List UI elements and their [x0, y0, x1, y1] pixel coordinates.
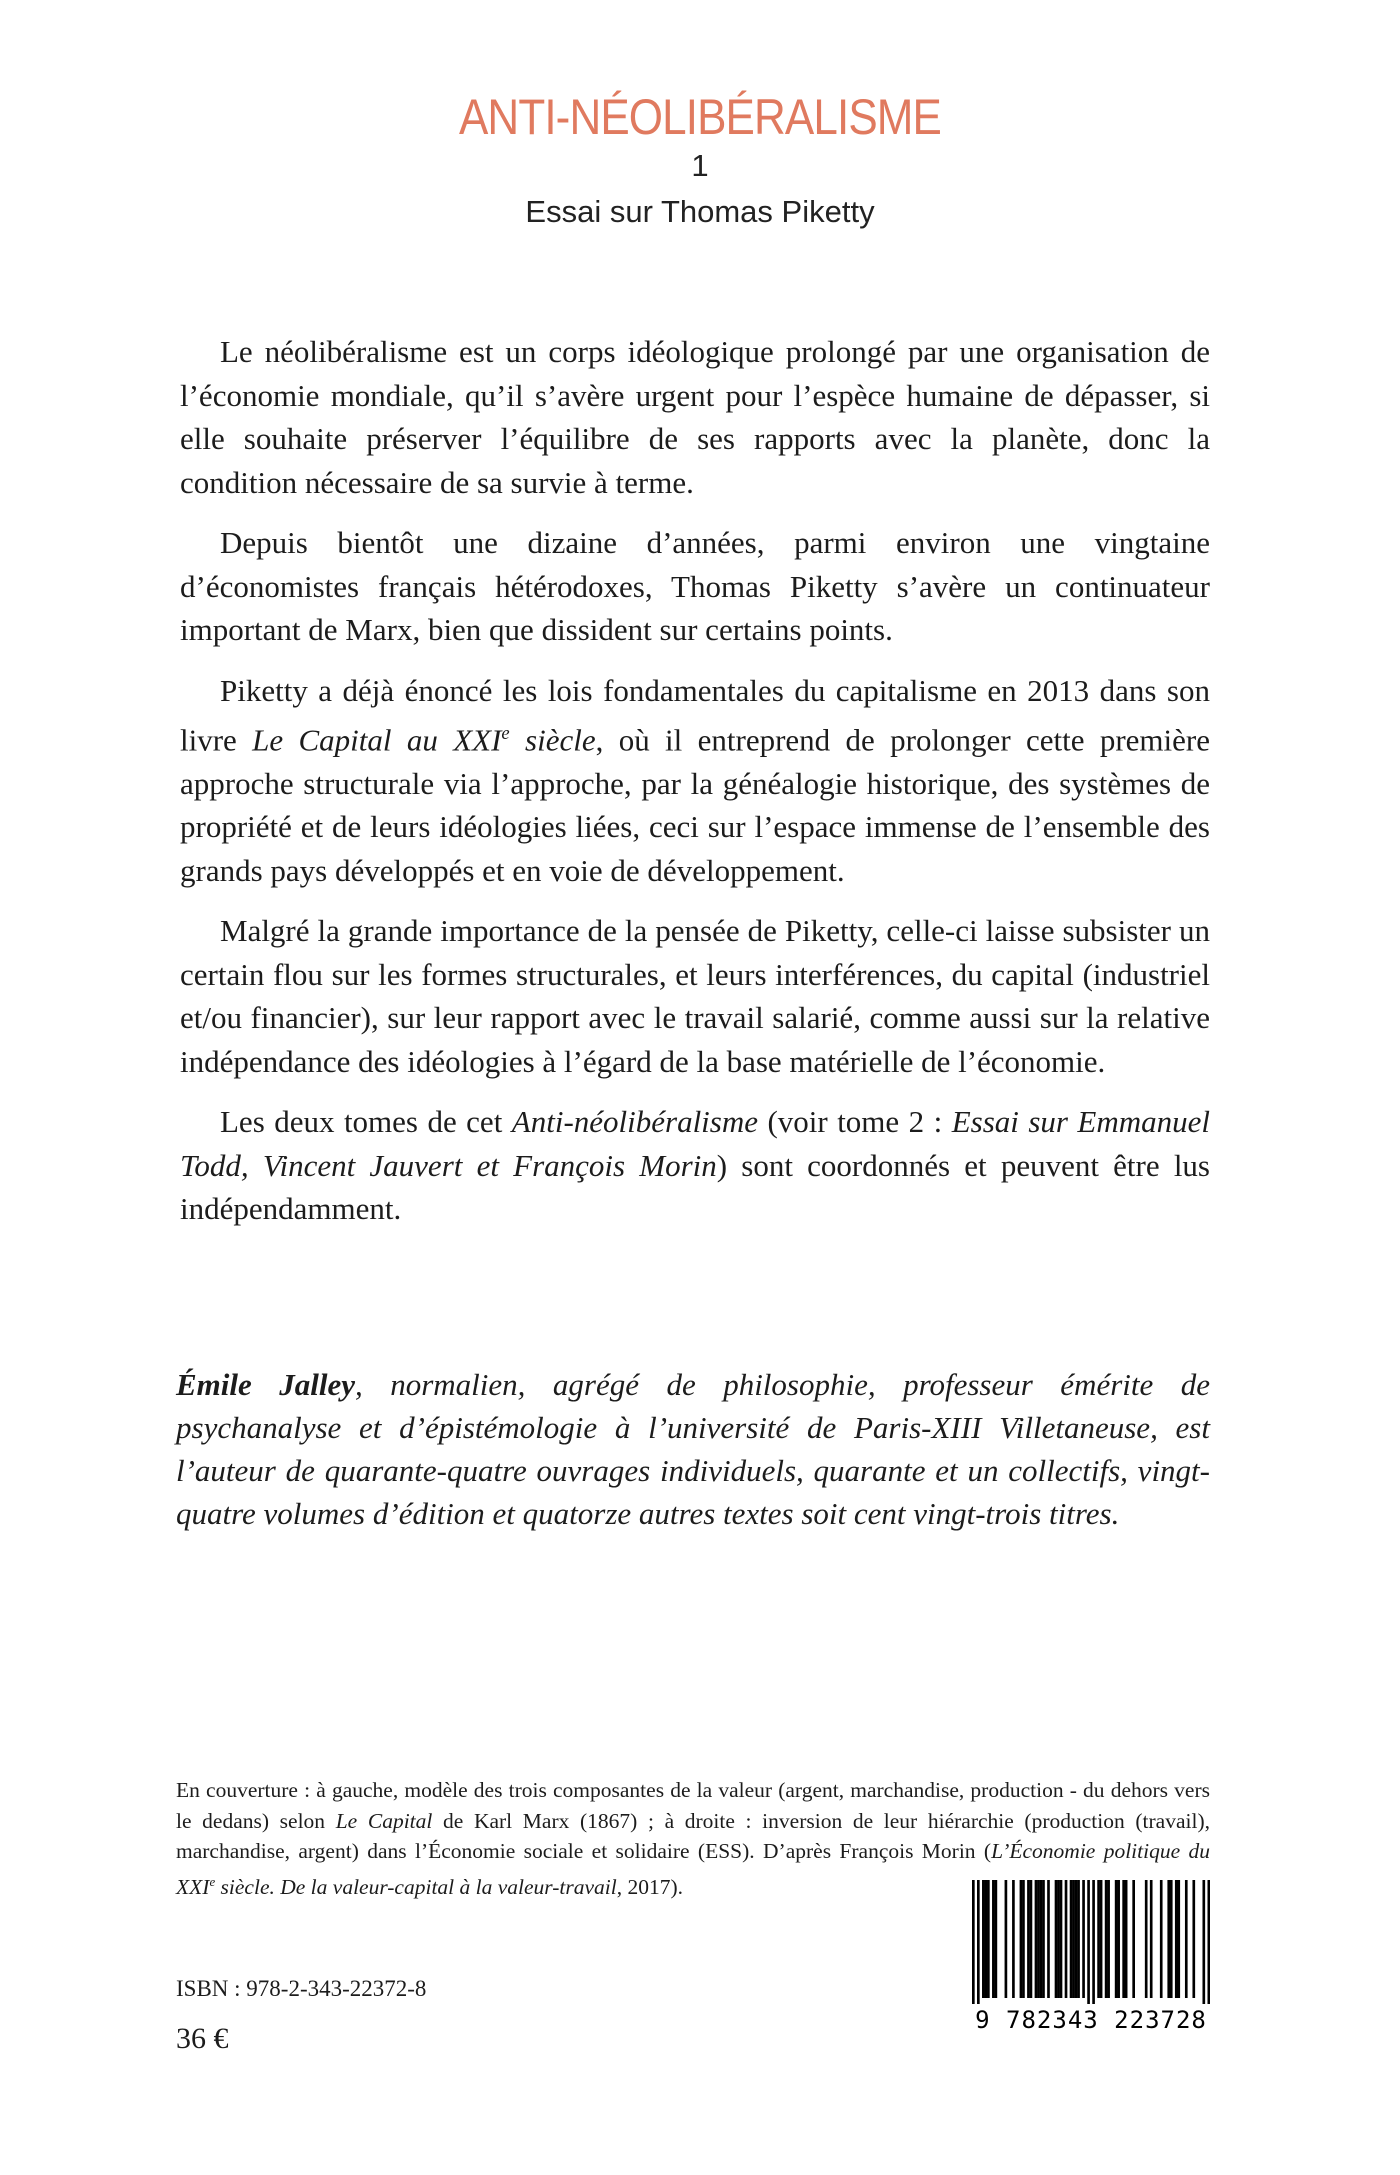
- barcode-bar: [1022, 1880, 1025, 1998]
- barcode-bar: [1082, 1880, 1085, 1998]
- author-name: Émile Jalley: [176, 1367, 355, 1402]
- blurb-paragraph: [180, 330, 1210, 504]
- barcode-bar: [1115, 1880, 1118, 1998]
- text-segment: En couverture : à gauche, modèle des trois composantes de la valeur (argent, marchandise, production - du dehors vers le dedans) selon: [176, 1778, 1210, 1833]
- barcode-bar: [987, 1880, 990, 1998]
- text-segment: L’Économie politique du XXI: [176, 1839, 1210, 1899]
- barcode-bar: [1167, 1880, 1170, 1998]
- author-bio-text: , normalien, agrégé de philosophie, professeur émérite de psychanalyse et d’épistémologie à l’université de Paris-XIII Villetaneuse, est l’auteur de quarante-quatre ouvrages individuels, quarante et un collectifs, vingt-quatre volumes d’édition et quatorze autres textes soit cent vingt-trois titres.: [176, 1367, 1210, 1531]
- barcode-bar: [1060, 1880, 1063, 1998]
- text-segment: Anti-néolibéralisme: [511, 1104, 759, 1140]
- barcode-bar: [1075, 1880, 1078, 1998]
- barcode-bar: [1132, 1880, 1135, 1998]
- barcode-bar: [1035, 1880, 1038, 1998]
- barcode-bar: [1047, 1880, 1050, 1998]
- barcode-bar: [1207, 1880, 1210, 2004]
- barcode-bar: [1040, 1880, 1043, 1998]
- blurb-paragraph: [180, 521, 1210, 652]
- barcode-bar: [1097, 1880, 1100, 1998]
- barcode-bar: [1175, 1880, 1178, 1998]
- barcode-bar: [1150, 1880, 1153, 1998]
- text-segment: Essai sur Emmanuel Todd, Vincent Jauvert et François Morin: [180, 1104, 1210, 1183]
- barcode-bar: [977, 1880, 980, 2004]
- barcode-bar: [1055, 1880, 1058, 1998]
- text-segment: Les deux tomes de cet: [220, 1104, 512, 1140]
- author-bio-paragraph: [176, 1363, 1210, 1535]
- barcode-bar: [1100, 1880, 1103, 1998]
- barcode-bar: [1185, 1880, 1188, 1998]
- book-subtitle: Essai sur Thomas Piketty: [525, 194, 875, 229]
- barcode-bar: [1027, 1880, 1030, 1998]
- barcode-bar: [1177, 1880, 1180, 1998]
- text-segment: Le Capital: [335, 1808, 433, 1833]
- barcode-bar: [1125, 1880, 1128, 1998]
- barcode-bar: [1012, 1880, 1015, 1998]
- barcode-bar: [982, 1880, 985, 1998]
- barcode-bar: [1117, 1880, 1120, 1998]
- barcode-bar: [1077, 1880, 1080, 1998]
- barcode-bar: [1005, 1880, 1008, 1998]
- barcode-digits: 9 782343 223728: [975, 2006, 1207, 2034]
- text-segment: siècle: [509, 722, 596, 758]
- text-segment: Le néolibéralisme est un corps idéologique prolongé par une organisation de l’économie mondiale, qu’il s’avère urgent pour l’espèce humaine de dépasser, si elle souhaite préserver l’équilibre de ses rapports avec la planète, donc la condition nécessaire de sa survie à terme.: [180, 334, 1210, 500]
- price: 36 €: [176, 2022, 229, 2055]
- text-segment: , 2017).: [616, 1874, 684, 1899]
- text-segment: ) sont coordonnés et peuvent être lus indépendamment.: [180, 1147, 1210, 1227]
- barcode-bar: [1065, 1880, 1068, 1998]
- barcode-bar: [1072, 1880, 1075, 1998]
- barcode-bar: [1092, 1880, 1095, 2004]
- barcode-bar: [1087, 1880, 1090, 2004]
- text-segment: Piketty a déjà énoncé les lois fondamentales du capitalisme en 2013 dans son livre: [180, 672, 1210, 758]
- blurb-paragraph: [180, 669, 1210, 893]
- barcode-bar: [1057, 1880, 1060, 1998]
- barcode-bar: [1037, 1880, 1040, 1998]
- barcode-bar: [1030, 1880, 1033, 1998]
- barcode-bar: [1170, 1880, 1173, 1998]
- text-segment: (voir tome 2 :: [758, 1104, 952, 1140]
- barcode-bar: [1105, 1880, 1108, 1998]
- author-bio: [176, 1363, 1210, 1535]
- barcode-bar: [992, 1880, 995, 1998]
- barcode-bar: [985, 1880, 988, 1998]
- isbn: ISBN : 978-2-343-22372-8: [176, 1976, 427, 2001]
- text-segment: siècle. De la valeur-capital à la valeur-travail: [215, 1874, 617, 1899]
- blurb-paragraph: [180, 1100, 1210, 1231]
- barcode: [972, 1880, 1210, 2040]
- barcode-bar: [1160, 1880, 1163, 1998]
- text-segment: Depuis bientôt une dizaine d’années, parmi environ une vingtaine d’économistes français hétérodoxes, Thomas Piketty s’avère un continuateur important de Marx, bien que dissident sur certains points.: [180, 525, 1210, 647]
- barcode-bar: [1020, 1880, 1023, 1998]
- barcode-bar: [995, 1880, 998, 1998]
- blurb-paragraph: [180, 909, 1210, 1083]
- barcode-bar: [1107, 1880, 1110, 1998]
- text-segment: e: [209, 1874, 216, 1889]
- barcode-bar: [1042, 1880, 1045, 1998]
- barcode-bar: [1070, 1880, 1073, 1998]
- blurb: [180, 330, 1210, 1248]
- barcode-bars: [972, 1880, 1210, 2004]
- barcode-bar: [1122, 1880, 1125, 1998]
- text-segment: Malgré la grande importance de la pensée de Piketty, celle-ci laisse subsister un certain flou sur les formes structurales, et leurs interférences, du capital (industriel et/ou financier), sur leur rapport avec le travail salarié, comme aussi sur la relative indépendance des idéologies à l’égard de la base matérielle de l’économie.: [180, 913, 1210, 1079]
- text-segment: de Karl Marx (1867) ; à droite : inversion de leur hiérarchie (production (travail), marchandise, argent) dans l’Économie sociale et solidaire (ESS). D’après François Morin (: [176, 1808, 1210, 1863]
- text-segment: , où il entreprend de prolonger cette première approche structurale via l’approche, par la généalogie historique, des systèmes de propriété et de leurs idéologies liées, ceci sur l’espace immense de l’ensemble des grands pays développés et en voie de développement.: [180, 722, 1210, 888]
- book-title: ANTI-NÉOLIBÉRALISME: [458, 89, 942, 145]
- barcode-bar: [1192, 1880, 1195, 1998]
- barcode-bar: [972, 1880, 975, 2004]
- barcode-bar: [1202, 1880, 1205, 2004]
- text-segment: e: [501, 723, 510, 744]
- volume-number: 1: [691, 148, 709, 183]
- barcode-bar: [1145, 1880, 1148, 1998]
- text-segment: Le Capital au XXI: [252, 722, 502, 758]
